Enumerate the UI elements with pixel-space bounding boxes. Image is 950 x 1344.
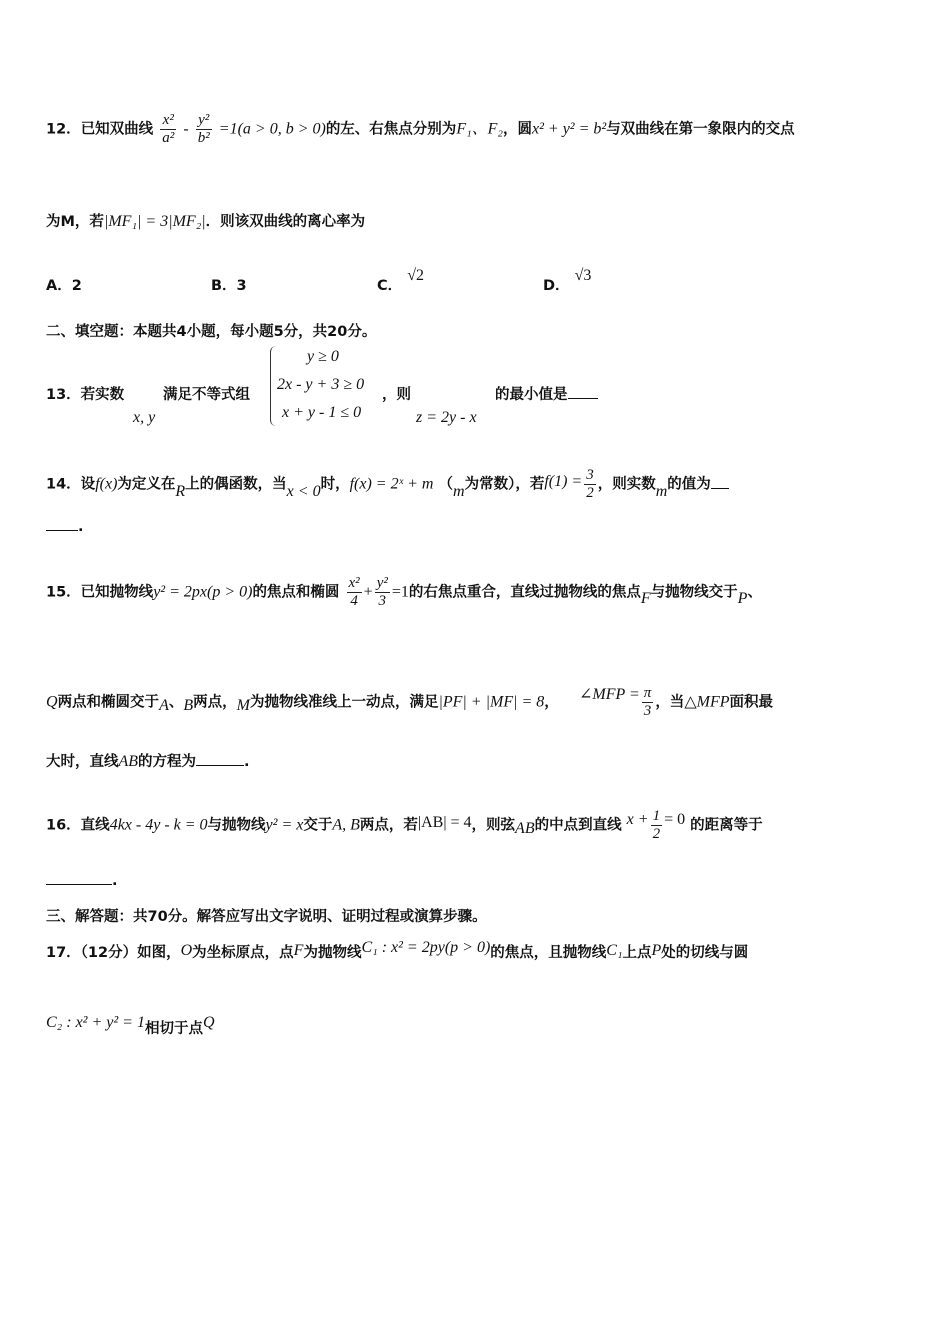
- section-2-heading: 二、填空题：本题共4小题，每小题5分，共20分。: [46, 324, 377, 340]
- q13-vars: x, y: [133, 409, 156, 426]
- q14-answer-blank-a[interactable]: [711, 476, 729, 489]
- q13-answer-blank[interactable]: [568, 386, 598, 399]
- q13-ineq-3: x + y - 1 ≤ 0: [282, 404, 362, 421]
- q13-z-expr: z = 2y - x: [416, 409, 477, 426]
- q15-line2: Q两点和椭圆交于A、B两点，M为抛物线准线上一动点，满足|PF| + |MF| = 8， ∠MFP = $\frac{\pi}{3}$ ，当△MFP面积最: [46, 685, 773, 719]
- q14-line1: 14．设f(x)为定义在R上的偶函数，当x < 0时，f(x) = 2ˣ + m （m为常数），若f(1) = $\frac{3}{2}$ ，则实数m的值为: [46, 467, 729, 502]
- q15-frac-y: $\frac{\text{y²}}{3}$: [376, 575, 388, 609]
- q12-line1: 12．已知双曲线 $\frac{\text{x²}}{\text{a²}}$ - $\frac{\text{y²}}{\text{b²}}$ =1(a > 0, b > 0)的左、右焦点分别为F₁、F₂，圆x² + y² = b²与双曲线在第一象限内的交点: [46, 112, 795, 146]
- q12-option-c: C． √2: [377, 267, 424, 294]
- q12-option-b: B．3: [211, 278, 247, 294]
- q16-frac-half: $\frac{1}{2}$: [652, 808, 661, 842]
- q14-frac: $\frac{3}{2}$: [586, 467, 594, 501]
- q12-line2: 为M，若|MF₁| = 3|MF₂|．则该双曲线的离心率为: [46, 213, 366, 230]
- q16-answer-blank[interactable]: [46, 872, 112, 885]
- q17-line1: 17．（12分）如图，O为坐标原点，点F为抛物线C₁ : x² = 2py(p > 0)的焦点，且抛物线C₁上点P处的切线与圆: [46, 939, 749, 961]
- q15-line1: 15．已知抛物线y² = 2px(p > 0)的焦点和椭圆 $\frac{\text{x²}}{4}$ + $\frac{\text{y²}}{3}$ =1的右焦点重合，直线过抛物线的焦点F与抛物线交于P、: [46, 575, 762, 609]
- q13-text-a: 满足不等式组: [163, 387, 250, 403]
- q13-ineq-1: y ≥ 0: [307, 348, 339, 365]
- q15-frac-x: $\frac{\text{x²}}{4}$: [348, 575, 360, 609]
- q12-frac-y: $\frac{\text{y²}}{\text{b²}}$: [197, 112, 210, 146]
- q15-line3: 大时，直线AB的方程为 .: [46, 753, 250, 770]
- q12-option-a: A．2: [46, 278, 82, 294]
- q17-line2: C₂ : x² + y² = 1相切于点Q: [46, 1014, 215, 1037]
- q16-line1: 16．直线4kx - 4y - k = 0与抛物线y² = x交于A, B两点，若|AB| = 4，则弦AB的中点到直线 x + $\frac{1}{2}$ = 0 的距离等于: [46, 808, 763, 842]
- q13-text-b: ，则: [382, 387, 411, 403]
- q12-frac-x: $\frac{\text{x²}}{\text{a²}}$: [162, 112, 175, 146]
- section-3-heading: 三、解答题：共70分。解答应写出文字说明、证明过程或演算步骤。: [46, 909, 487, 925]
- q14-line2: .: [46, 518, 84, 535]
- q15-frac-angle: $\frac{\pi}{3}$: [643, 685, 652, 719]
- q12-option-d: D． √3: [543, 267, 592, 294]
- q16-line2: .: [46, 872, 118, 889]
- q13-text-c: 的最小值是: [495, 383, 598, 404]
- q14-answer-blank-b[interactable]: [46, 518, 78, 531]
- q13-number: 13．若实数: [46, 387, 125, 403]
- q13-ineq-2: 2x - y + 3 ≥ 0: [277, 376, 365, 393]
- q15-answer-blank[interactable]: [196, 753, 244, 766]
